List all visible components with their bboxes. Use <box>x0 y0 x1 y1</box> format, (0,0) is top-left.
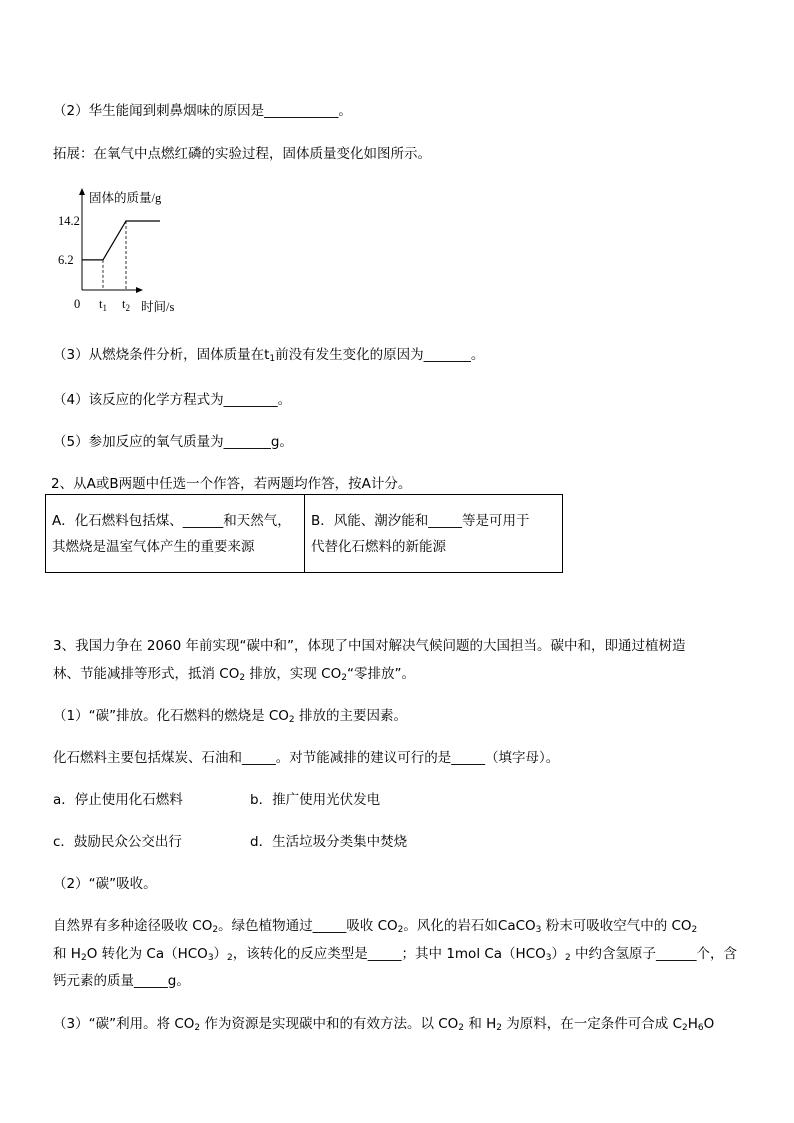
option-a: a．停止使用化石燃料 <box>53 792 183 808</box>
guide-lines <box>103 221 126 290</box>
question-5-line: （5）参加反应的氧气质量为_______g。 <box>53 434 293 450</box>
y-ticks <box>58 214 80 267</box>
option-b: b．推广使用光伏发电 <box>250 792 381 808</box>
option-c: c．鼓励民众公交出行 <box>53 834 182 850</box>
choice-b-line-1: B．风能、潮汐能和_____等是可用于 <box>311 512 530 529</box>
x-ticks <box>99 297 130 313</box>
mass-time-graph <box>55 180 215 320</box>
y-tick-label: 6.2 <box>58 252 74 267</box>
choice-a-line-2: 其燃烧是温室气体产生的重要来源 <box>52 538 255 555</box>
choice-b-line-2: 代替化石燃料的新能源 <box>311 538 446 555</box>
question-3-intro-line-2: 林、节能减排等形式，抵消 $CO_2$ 排放，实现 $CO_2“$零排放”。 <box>53 666 415 683</box>
question-3-line: （3）从燃烧条件分析，固体质量在$t_1$前没有发生变化的原因为_______。 <box>53 347 485 364</box>
x-axis-arrow <box>136 287 143 293</box>
x-tick-label: $t_1$ <box>99 297 107 313</box>
part-2-line-2: 和 $H_2O$ 转化为 $Ca(HCO_3)_2$，该转化的反应类型是_____；其中 1mol $Ca(HCO_3)_2$ 中约含氢原子______个，含 <box>53 946 738 963</box>
y-axis-arrow <box>79 188 85 195</box>
x-tick-label: $t_2$ <box>122 297 130 313</box>
origin-label: 0 <box>74 297 81 311</box>
part-1-heading: （1）“碳”排放。化石燃料的燃烧是 $CO_2$ 排放的主要因素。 <box>53 708 407 725</box>
question-2-heading: 2、从A或B两题中任选一个作答，若两题均作答，按A计分。 <box>51 476 412 492</box>
question-3-intro-line-1: 3、我国力争在 2060 年前实现“碳中和”，体现了中国对解决气候问题的大国担当。碳中和，即通过植树造 <box>53 638 686 654</box>
question-4-line: （4）该反应的化学方程式为________。 <box>53 392 292 408</box>
choice-a-cell <box>46 495 305 573</box>
y-axis-label: 固体的质量/g <box>89 191 162 205</box>
part-2-line-1: 自然界有多种途径吸收 $CO_2$。绿色植物通过_____吸收 $CO_2$。风化的岩石如CaCO$_3$ 粉末可吸收空气中的 $CO_2$ <box>53 918 698 935</box>
choice-a-line-1: A．化石燃料包括煤、______和天然气， <box>52 512 291 529</box>
part-2-heading: （2）“碳”吸收。 <box>53 876 157 892</box>
option-d: d．生活垃圾分类集中焚烧 <box>250 834 408 850</box>
y-tick-label: 14.2 <box>58 214 80 228</box>
x-axis-label: 时间/s <box>141 300 175 314</box>
part-1-fill-line: 化石燃料主要包括煤炭、石油和_____。对节能减排的建议可行的是_____（填字母）。 <box>53 750 560 766</box>
part-3-line-1: （3）“碳”利用。将 $CO_2$ 作为资源是实现碳中和的有效方法。以 $CO_2$ 和 $H_2$ 为原料，在一定条件可合成 $C_2H_6O$ <box>53 1016 715 1033</box>
part-2-line-3: 钙元素的质量_____g。 <box>53 973 190 989</box>
extension-text: 拓展：在氧气中点燃红磷的实验过程，固体质量变化如图所示。 <box>53 146 431 162</box>
data-series <box>82 221 160 260</box>
question-2-blank-line: （2）华生能闻到刺鼻烟味的原因是___________。 <box>53 103 352 119</box>
choice-b-cell <box>305 495 563 573</box>
choice-table <box>45 494 563 573</box>
mass-line <box>82 221 160 260</box>
